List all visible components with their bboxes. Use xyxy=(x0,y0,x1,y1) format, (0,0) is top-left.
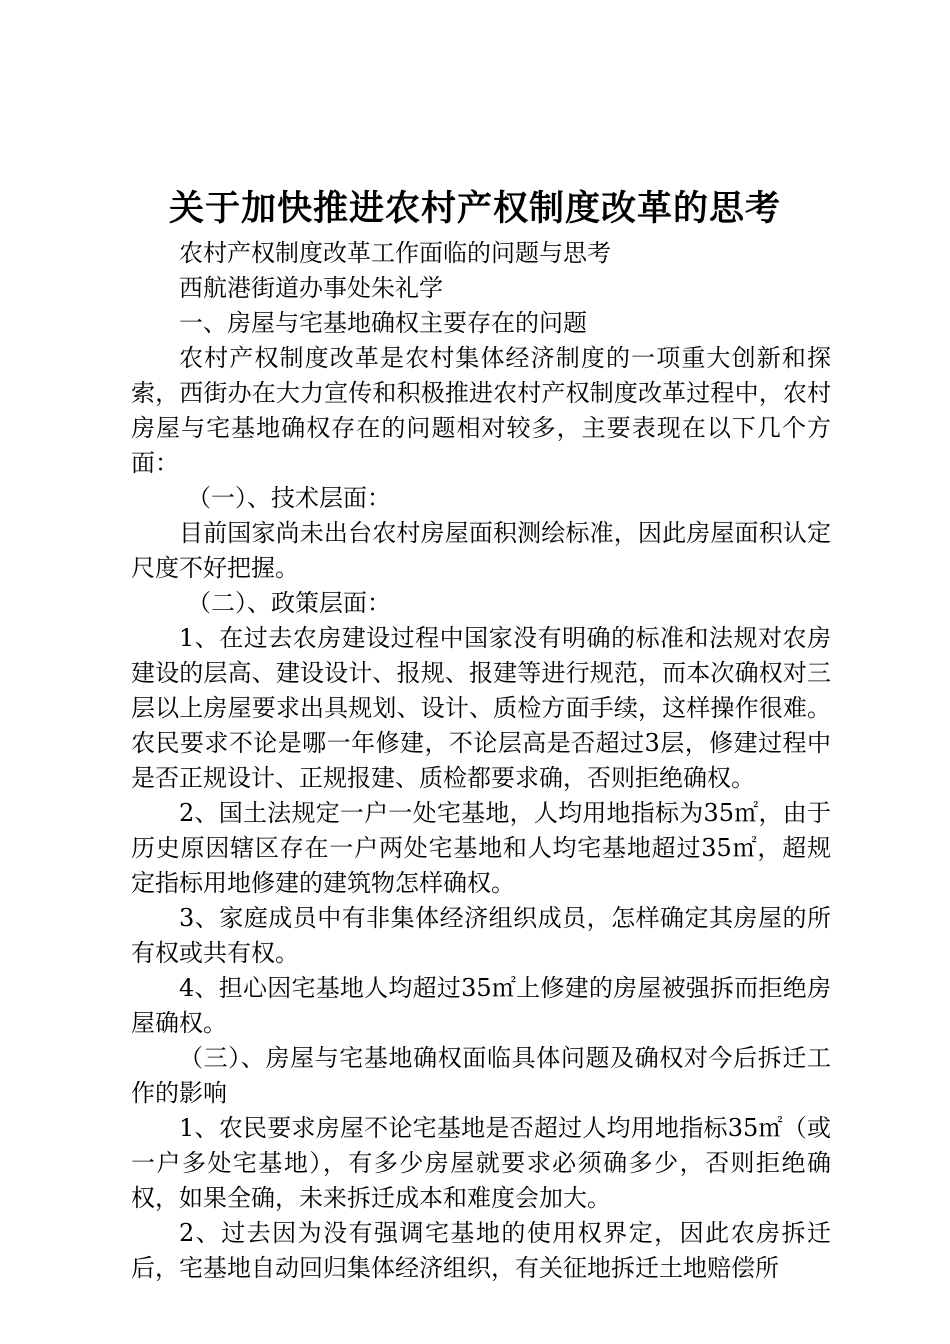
policy-item-4: 4、担心因宅基地人均超过35㎡上修建的房屋被强拆而拒绝房屋确权。 xyxy=(131,974,831,1037)
document-title: 关于加快推进农村产权制度改革的思考 xyxy=(168,188,781,229)
policy-item-2: 2、国土法规定一户一处宅基地，人均用地指标为35㎡，由于历史原因辖区存在一户两处宅基地和人均宅基地超过35㎡，超规定指标用地修建的建筑物怎样确权。 xyxy=(131,799,831,897)
subsection-heading-policy: （二）、政策层面： xyxy=(187,589,391,617)
subtitle: 农村产权制度改革工作面临的问题与思考 xyxy=(179,239,611,267)
subsection-heading-issues: （三）、房屋与宅基地确权面临具体问题及确权对今后拆迁工作的影响 xyxy=(131,1044,831,1107)
section-heading-1: 一、房屋与宅基地确权主要存在的问题 xyxy=(179,309,587,337)
paragraph-intro: 农村产权制度改革是农村集体经济制度的一项重大创新和探索，西街办在大力宣传和积极推进农村产权制度改革过程中，农村房屋与宅基地确权存在的问题相对较多，主要表现在以下几个方面： xyxy=(131,344,831,477)
issue-item-1: 1、农民要求房屋不论宅基地是否超过人均用地指标35㎡（或一户多处宅基地），有多少房屋就要求必须确多少，否则拒绝确权，如果全确，未来拆迁成本和难度会加大。 xyxy=(131,1114,831,1212)
document-body xyxy=(131,236,831,1286)
policy-item-1: 1、在过去农房建设过程中国家没有明确的标准和法规对农房建设的层高、建设设计、报规、报建等进行规范，而本次确权对三层以上房屋要求出具规划、设计、质检方面手续，这样操作很难。农民要求不论是哪一年修建，不论层高是否超过3层，修建过程中是否正规设计、正规报建、质检都要求确，否则拒绝确权。 xyxy=(131,624,831,792)
author-line: 西航港街道办事处朱礼学 xyxy=(179,274,443,302)
subsection-heading-technical: （一）、技术层面： xyxy=(187,484,391,512)
paragraph-technical: 目前国家尚未出台农村房屋面积测绘标准，因此房屋面积认定尺度不好把握。 xyxy=(131,519,831,582)
issue-item-2: 2、过去因为没有强调宅基地的使用权界定，因此农房拆迁后，宅基地自动回归集体经济组织，有关征地拆迁土地赔偿所 xyxy=(131,1219,831,1282)
policy-item-3: 3、家庭成员中有非集体经济组织成员，怎样确定其房屋的所有权或共有权。 xyxy=(131,904,831,967)
